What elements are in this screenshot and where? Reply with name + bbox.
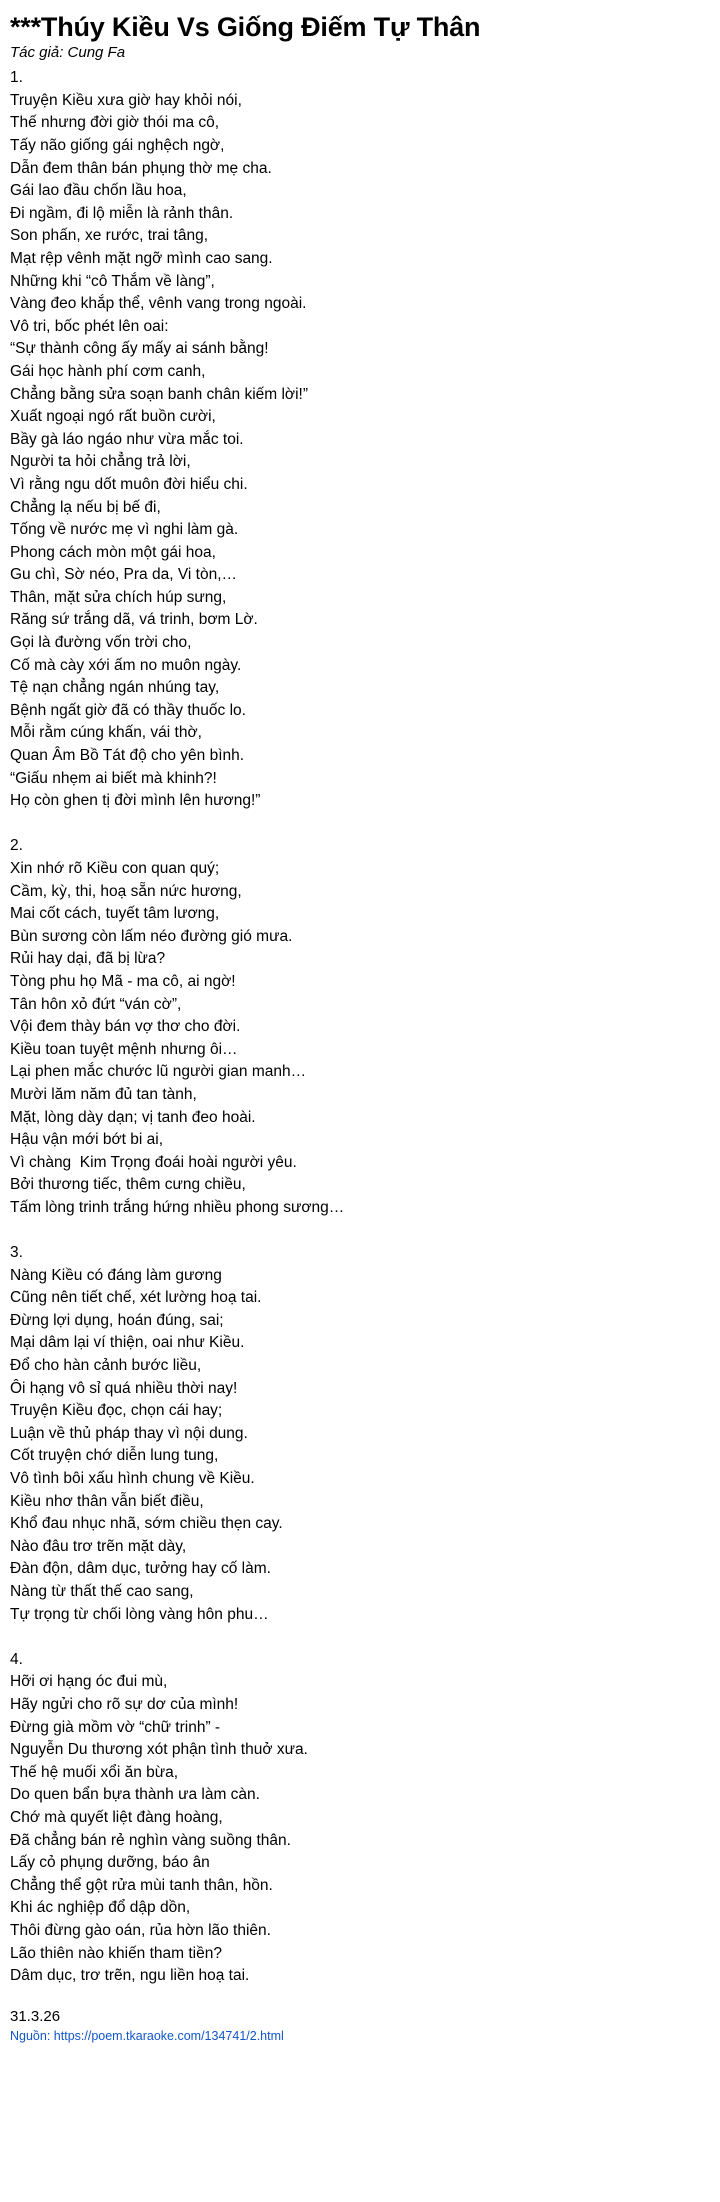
poem-line: Vì rằng ngu dốt muôn đời hiểu chi. — [10, 475, 248, 493]
poem-line: Tống về nước mẹ vì nghi làm gà. — [10, 521, 239, 539]
poem-line: Chớ mà quyết liệt đàng hoàng, — [10, 1808, 223, 1826]
poem-line: Mỗi rằm cúng khấn, vái thờ, — [10, 724, 202, 742]
poem-line: Hỡi ơi hạng óc đui mù, — [10, 1673, 168, 1691]
poem-line: Tấm lòng trinh trắng hứng nhiều phong sương… — [10, 1198, 345, 1216]
stanza — [10, 67, 710, 813]
poem-line: Thôi đừng gào oán, rủa hờn lão thiên. — [10, 1921, 271, 1939]
poem-line: Xuất ngoại ngó rất buồn cười, — [10, 408, 216, 426]
poem-line: Cốt truyện chớ diễn lung tung, — [10, 1447, 219, 1465]
poem-line: Nào đâu trơ trẽn mặt dày, — [10, 1537, 187, 1555]
poem-line: Vàng đeo khắp thể, vênh vang trong ngoài. — [10, 295, 307, 313]
poem-body — [10, 67, 710, 1987]
poem-line: Đã chẳng bán rẻ nghìn vàng suồng thân. — [10, 1831, 291, 1849]
poem-line: Tấy não giống gái nghệch ngờ, — [10, 137, 225, 155]
poem-line: Hãy ngửi cho rõ sự dơ của mình! — [10, 1695, 239, 1713]
poem-line: Kiều nhơ thân vẫn biết điều, — [10, 1492, 204, 1510]
stanza-number: 3. — [10, 1244, 23, 1262]
poem-line: Cầm, kỳ, thi, hoạ sẵn nức hương, — [10, 882, 242, 900]
poem-line: Nguyễn Du thương xót phận tình thuở xưa. — [10, 1741, 308, 1759]
poem-line: Mai cốt cách, tuyết tâm lương, — [10, 905, 220, 923]
poem-line: “Sự thành công ấy mấy ai sánh bằng! — [10, 340, 269, 358]
poem-line: Tự trọng từ chối lòng vàng hôn phu… — [10, 1605, 269, 1623]
poem-line: Mại dâm lại ví thiện, oai như Kiều. — [10, 1334, 245, 1352]
poem-line: Gái học hành phí cơm canh, — [10, 362, 206, 380]
stanza-gap — [10, 1220, 710, 1243]
poem-line: Nàng Kiều có đáng làm gương — [10, 1266, 222, 1284]
poem-line: Lão thiên nào khiến tham tiền? — [10, 1944, 222, 1962]
poem-line: Chẳng lạ nếu bị bế đi, — [10, 498, 161, 516]
poem-line: Truyện Kiều đọc, chọn cái hay; — [10, 1402, 223, 1420]
poem-line: Chẳng thể gột rửa mùi tanh thân, hồn. — [10, 1876, 273, 1894]
poem-line: Lấy cỏ phụng dưỡng, báo ân — [10, 1854, 210, 1872]
stanza-number: 2. — [10, 837, 23, 855]
poem-line: Kiều toan tuyệt mệnh nhưng ôi… — [10, 1040, 238, 1058]
poem-line: Cũng nên tiết chế, xét lường hoạ tai. — [10, 1289, 262, 1307]
poem-line: Nàng từ thất thế cao sang, — [10, 1583, 194, 1601]
poem-line: “Giấu nhẹm ai biết mà khinh?! — [10, 769, 217, 787]
poem-line: Vô tri, bốc phét lên oai: — [10, 317, 169, 335]
poem-line: Đừng già mồm vờ “chữ trinh” - — [10, 1718, 221, 1736]
poem-line: Lại phen mắc chước lũ người gian manh… — [10, 1063, 307, 1081]
poem-line: Bùn sương còn lấm néo đường gió mưa. — [10, 927, 293, 945]
poem-line: Chẳng bằng sửa soạn banh chân kiếm lời!” — [10, 385, 308, 403]
poem-line: Rủi hay dại, đã bị lừa? — [10, 950, 166, 968]
stanza-gap — [10, 1626, 710, 1649]
poem-line: Tân hôn xỏ đứt “ván cờ”, — [10, 995, 182, 1013]
poem-line: Hậu vận mới bớt bi ai, — [10, 1131, 164, 1149]
author-line: Tác giả: Cung Fa — [10, 44, 126, 62]
poem-line: Bầy gà láo ngáo như vừa mắc toi. — [10, 430, 244, 448]
poem-line: Họ còn ghen tị đời mình lên hương!” — [10, 792, 261, 810]
poem-line: Tệ nạn chẳng ngán nhúng tay, — [10, 679, 220, 697]
stanza-number: 4. — [10, 1650, 23, 1668]
stanza-number: 1. — [10, 69, 23, 87]
source-label: Nguồn: — [10, 2028, 51, 2043]
poem-line: Phong cách mòn một gái hoa, — [10, 543, 216, 561]
poem-line: Thế nhưng đời giờ thói ma cô, — [10, 114, 220, 132]
poem-line: Đàn độn, dâm dục, tưởng hay cố làm. — [10, 1560, 271, 1578]
poem-line: Thân, mặt sửa chích húp sưng, — [10, 588, 227, 606]
poem-line: Vội đem thày bán vợ thơ cho đời. — [10, 1018, 241, 1036]
poem-line: Bệnh ngất giờ đã có thầy thuốc lo. — [10, 701, 246, 719]
poem-line: Ôi hạng vô sỉ quá nhiều thời nay! — [10, 1379, 238, 1397]
poem-line: Tòng phu họ Mã - ma cô, ai ngờ! — [10, 972, 236, 990]
poem-line: Luận về thủ pháp thay vì nội dung. — [10, 1424, 248, 1442]
stanza — [10, 1242, 710, 1626]
poem-line: Mạt rệp vênh mặt ngỡ mình cao sang. — [10, 249, 273, 267]
poem-line: Răng sứ trắng dã, vá trinh, bơm Lờ. — [10, 611, 258, 629]
poem-line: Đổ cho hàn cảnh bước liều, — [10, 1357, 202, 1375]
poem-line: Gái lao đầu chốn lầu hoa, — [10, 182, 187, 200]
poem-line: Vì chàng Kim Trọng đoái hoài người yêu. — [10, 1153, 297, 1171]
poem-line: Những khi “cô Thắm về làng”, — [10, 272, 215, 290]
poem-line: Quan Âm Bồ Tát độ cho yên bình. — [10, 747, 245, 765]
poem-line: Thế hệ muối xổi ăn bừa, — [10, 1763, 179, 1781]
poem-line: Khi ác nghiệp đổ dập dồn, — [10, 1899, 191, 1917]
poem-line: Vô tình bôi xấu hình chung về Kiều. — [10, 1470, 255, 1488]
stanza-gap — [10, 813, 710, 836]
poem-line: Người ta hỏi chẳng trả lời, — [10, 453, 191, 471]
date-line: 31.3.26 — [10, 2007, 61, 2025]
poem-line: Bởi thương tiếc, thêm cưng chiều, — [10, 1176, 246, 1194]
source-line — [10, 2029, 710, 2043]
poem-line: Đừng lợi dụng, hoán đúng, sai; — [10, 1311, 224, 1329]
poem-line: Mười lăm năm đủ tan tành, — [10, 1085, 197, 1103]
poem-line: Mặt, lòng dày dạn; vị tanh đeo hoài. — [10, 1108, 256, 1126]
poem-line: Đi ngầm, đi lộ miễn là rảnh thân. — [10, 204, 234, 222]
poem-line: Gọi là đường vốn trời cho, — [10, 634, 192, 652]
poem-line: Son phấn, xe rước, trai tâng, — [10, 227, 209, 245]
poem-line: Do quen bẩn bựa thành ưa làm càn. — [10, 1786, 260, 1804]
poem-line: Gu chì, Sờ néo, Pra da, Vi tòn,… — [10, 566, 237, 584]
page-title: ***Thúy Kiều Vs Giống Điếm Tự Thân — [10, 12, 481, 42]
poem-line: Dâm dục, trơ trẽn, ngu liền hoạ tai. — [10, 1967, 250, 1985]
poem-line: Cố mà cày xới ấm no muôn ngày. — [10, 656, 242, 674]
poem-line: Xin nhớ rõ Kiều con quan quý; — [10, 860, 220, 878]
source-link[interactable]: https://poem.tkaraoke.com/134741/2.html — [53, 2028, 284, 2043]
stanza — [10, 1649, 710, 1988]
poem-line: Khổ đau nhục nhã, sớm chiều thẹn cay. — [10, 1515, 283, 1533]
poem-line: Truyện Kiều xưa giờ hay khỏi nói, — [10, 91, 242, 109]
poem-line: Dẫn đem thân bán phụng thờ mẹ cha. — [10, 159, 272, 177]
stanza — [10, 835, 710, 1219]
